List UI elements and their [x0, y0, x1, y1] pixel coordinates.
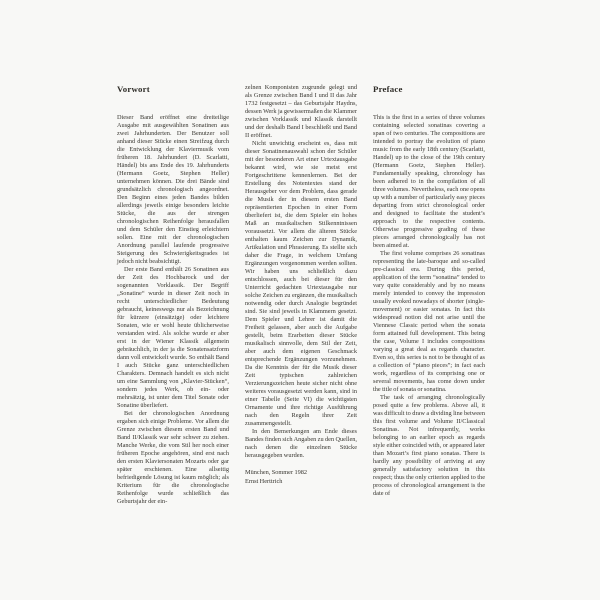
paragraph: The first volume comprises 26 sonatinas representing the late-baroque and so-called pre-classical era. During this period, application of the term “sonatina” tended to vary quite considerably and by no means merely intended to convey the impression usually evoked nowadays of shorter (single-movement) or easier sonatas. In fact this widespread notion did not arise until the Viennese Classic period when the sonata form attained full development. This being the case, Volume I includes compositions varying a great deal as regards character. Even so, this series is not to be thought of as a collection of “piano pieces”; in fact each work, regardless of its comprising one or several movements, has come down under the title of sonata or sonatina. — [373, 250, 485, 393]
signature-block — [245, 469, 357, 486]
paragraph: This is the first in a series of three volumes containing selected sonatinas covering a span of two centuries. The compositions are intended to portray the evolution of piano music from the early 18th century (Scarlatti, Handel) up to the close of the 19th century (Hermann Goetz, Stephen Heller). Fundamentally speaking, chronology has been adhered to in the compilation of all three volumes. Nevertheless, each one opens up with a number of particularly easy pieces departing from strict chronological order and designed to facilitate the student’s approach to the respective contents. Otherwise progressive grading of these pieces arranged chronologically has not been aimed at. — [373, 114, 485, 249]
paragraph: zelnen Komponisten zugrunde gelegt und als Grenze zwischen Band I und II das Jahr 1732 festgesetzt – das Geburtsjahr Haydns, dessen Werk ja gewissermaßen die Klammer zwischen Vorklassik und Klassik darstellt und der deshalb Band I beschließt und Band II eröffnet. — [245, 84, 357, 139]
paragraph: In den Bemerkungen am Ende dieses Bandes finden sich Angaben zu den Quellen, nach denen die einzelnen Stücke herausgegeben wurden. — [245, 428, 357, 459]
author-signature: Ernst Herttrich — [245, 477, 283, 485]
place-date: München, Sommer 1982 — [245, 469, 308, 476]
paragraph: Bei der chronologischen Anordnung ergaben sich einige Probleme. Vor allem die Grenze zwischen diesem ersten Band und Band II/Klassik war sehr schwer zu ziehen. Manche Werke, die vom Stil her noch einer früheren Epoche angehören, sind erst nach den ersten Klaviersonaten Mozarts oder gar später erschienen. Eine allseitig befriedigende Lösung ist kaum möglich; als Kriterium für die chronologische Reihenfolge wurde schließlich das Geburtsjahr der ein- — [117, 410, 229, 505]
paragraph: The task of arranging chronologically posed quite a few problems. Above all, it was difficult to draw a dividing line between this first volume and Volume II/Classical Sonatinas. Not infrequently, works belonging to an earlier epoch as regards style either coincided with, or appeared later than Mozart’s first piano sonatas. There is hardly any possibility of arriving at any generally satisfactory solution in this respect; thus the only criterion applied to the process of chronological arrangement is the date of — [373, 394, 485, 497]
vorwort-heading: Vorwort — [117, 84, 150, 94]
paragraph: Dieser Band eröffnet eine dreiteilige Ausgabe mit ausgewählten Sonatinen aus zwei Jahrhunderten. Der Benutzer soll anhand dieser Stücke einen Streifzug durch die Entwicklung der Klaviermusik vom früheren 18. Jahrhundert (D. Scarlatti, Händel) bis ans Ende des 19. Jahrhunderts (Hermann Goetz, Stephen Heller) unternehmen können. Die drei Bände sind grundsätzlich chronologisch angeordnet. Den Beginn eines jeden Bandes bilden allerdings jeweils einige besonders leichte Stücke, die aus der strengen chronologischen Reihenfolge herausfallen und dem Schüler den Einstieg erleichtern sollen. Eine mit der chronologischen Anordnung parallel laufende progressive Steigerung des Schwierigkeitsgrades ist jedoch nicht beabsichtigt. — [117, 114, 229, 265]
text-columns — [117, 84, 485, 506]
paragraph: Nicht unwichtig erscheint es, dass mit dieser Sonatinenauswahl schon der Schüler mit der besonderen Art einer Urtextausgabe bekannt wird, wie sie meist erst Fortgeschrittene kennenlernen. Bei der Erstellung des Notentextes stand der Herausgeber vor dem Problem, dass gerade die Musik der in diesem ersten Band repräsentierten Epochen in einer Form überliefert ist, die dem Spieler ein hohes Maß an musikalischen Stilkenntnissen voraussetzt. Vor allem die älteren Stücke enthalten kaum Zeichen zur Dynamik, Artikulation und Phrasierung. Es stellte sich daher die Frage, in welchem Umfang Ergänzungen vorgenommen werden sollten. Wir haben uns schließlich dazu entschlossen, auch bei dieser für den Unterricht gedachten Urtextausgabe nur solche Zeichen zu ergänzen, die musikalisch notwendig oder durch Analogie begründet sind. Sie sind jeweils in Klammern gesetzt. Dem Spieler und Lehrer ist damit die Freiheit gelassen, aber auch die Aufgabe gestellt, beim Erarbeiten dieser Stücke musikalisch sinnvolle, dem Stil der Zeit, aber auch dem eigenen Geschmack entsprechende Ergänzungen vorzunehmen. Da die Kenntnis der für die Musik dieser Zeit typischen zahlreichen Verzierungszeichen heute sicher nicht ohne weiteres vorausgesetzt werden kann, sind in einer Tabelle (Seite VI) die wichtigsten Ornamente und ihre richtige Ausführung nach den Regeln ihrer Zeit zusammengestellt. — [245, 140, 357, 427]
german-column-1 — [117, 84, 229, 506]
preface-heading: Preface — [373, 84, 403, 94]
paragraph: Der erste Band enthält 26 Sonatinen aus der Zeit des Hochbarock und der sogenannten Vorklassik. Der Begriff „Sonatine“ wurde in dieser Zeit noch in recht unterschiedlicher Bedeutung gebraucht, keineswegs nur als Bezeichnung für kürzere (einsätzige) oder leichtere Sonaten, wie er wohl heute üblicherweise verstanden wird. Als solche wurde er aber erst in der Wiener Klassik allgemein gebräuchlich, in der ja die Sonatensatzform dann voll entwickelt wurde. So enthält Band I auch Stücke ganz unterschiedlichen Charakters. Demnach handelt es sich nicht um eine Sammlung von „Klavier-Stücken“, sondern jedes Werk, ob ein- oder mehrsätzig, ist unter dem Titel Sonate oder Sonatine überliefert. — [117, 266, 229, 409]
english-column — [373, 84, 485, 498]
german-column-2 — [245, 84, 357, 486]
